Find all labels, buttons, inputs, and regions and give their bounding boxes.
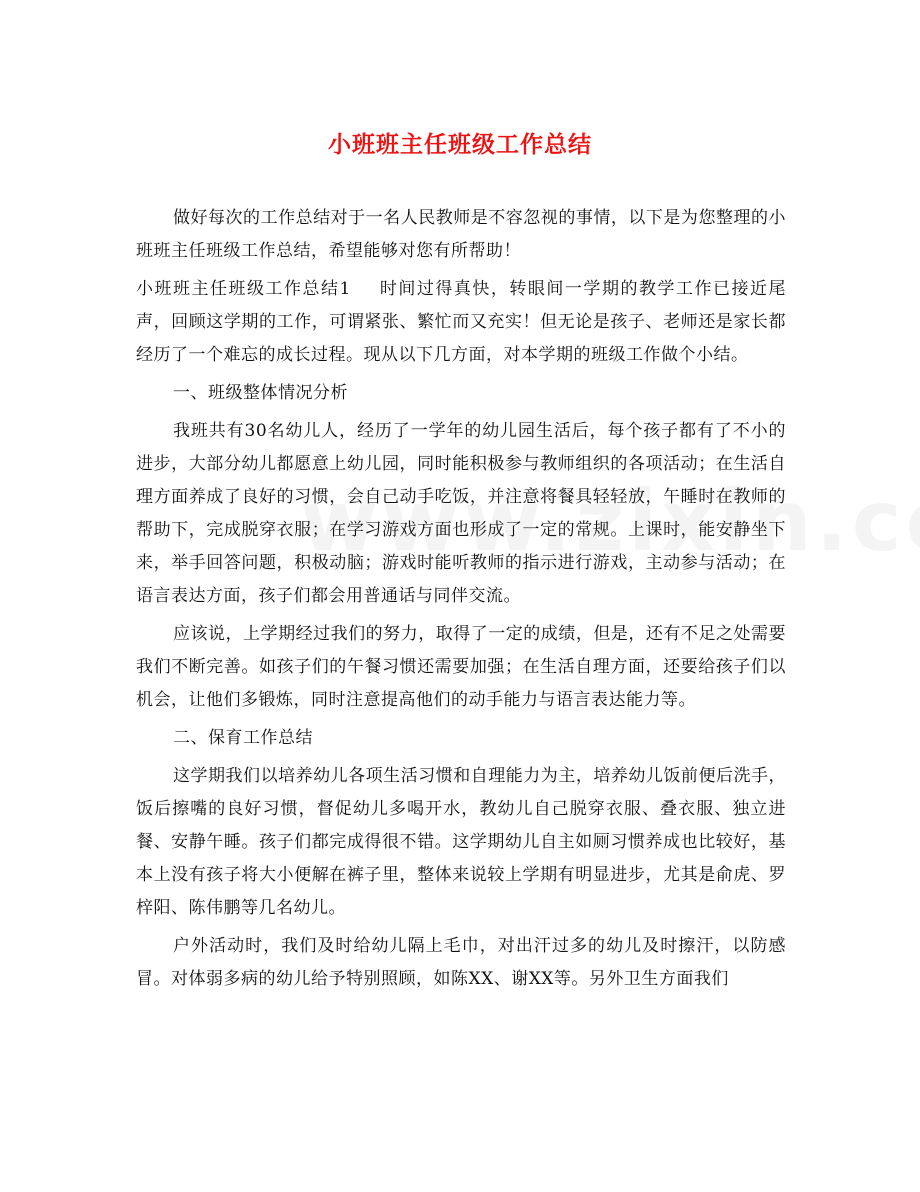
summary-label: 小班班主任班级工作总结1 (136, 279, 351, 299)
section2-heading: 二、保育工作总结 (173, 728, 313, 748)
document-title: 小班班主任班级工作总结 (328, 131, 592, 158)
document-body (136, 202, 786, 1001)
section1-paragraph-2: 应该说，上学期经过我们的努力，取得了一定的成绩，但是，还有不足之处需要我们不断完善。如孩子们的午餐习惯还需要加强；在生活自理方面，还要给孩子们以机会，让他们多锻炼，同时注意提高他们的动手能力与语言表达能力等。 (136, 624, 786, 710)
intro-paragraph: 做好每次的工作总结对于一名人民教师是不容忽视的事情，以下是为您整理的小班班主任班级工作总结，希望能够对您有所帮助！ (136, 208, 786, 261)
summary-opening: 时间过得真快，转眼间一学期的教学工作已接近尾声，回顾这学期的工作，可谓紧张、繁忙而又充实！但无论是孩子、老师还是家长都经历了一个难忘的成长过程。现从以下几方面，对本学期的班级工作做个小结。 (136, 279, 786, 365)
section2-paragraph-2: 户外活动时，我们及时给幼儿隔上毛巾，对出汗过多的幼儿及时擦汗，以防感冒。对体弱多病的幼儿给予特别照顾，如陈XX、谢XX等。另外卫生方面我们 (136, 936, 786, 989)
section1-heading: 一、班级整体情况分析 (173, 383, 348, 403)
summary-paragraph (136, 273, 786, 372)
section1-paragraph-1: 我班共有30名幼儿人，经历了一学年的幼儿园生活后，每个孩子都有了不小的进步，大部分幼儿都愿意上幼儿园，同时能积极参与教师组织的各项活动；在生活自理方面养成了良好的习惯，会自己动手吃饭，并注意将餐具轻轻放，午睡时在教师的帮助下，完成脱穿衣服；在学习游戏方面也形成了一定的常规。上课时，能安静坐下来，举手回答问题，积极动脑；游戏时能听教师的指示进行游戏，主动参与活动；在语言表达方面，孩子们都会用普通话与同伴交流。 (136, 421, 786, 606)
section2-paragraph-1: 这学期我们以培养幼儿各项生活习惯和自理能力为主，培养幼儿饭前便后洗手，饭后擦嘴的良好习惯，督促幼儿多喝开水，教幼儿自己脱穿衣服、叠衣服、独立进餐、安静午睡。孩子们都完成得很不错。这学期幼儿自主如厕习惯养成也比较好，基本上没有孩子将大小便解在裤子里，整体来说较上学期有明显进步，尤其是俞虎、罗梓阳、陈伟鹏等几名幼儿。 (136, 766, 786, 918)
